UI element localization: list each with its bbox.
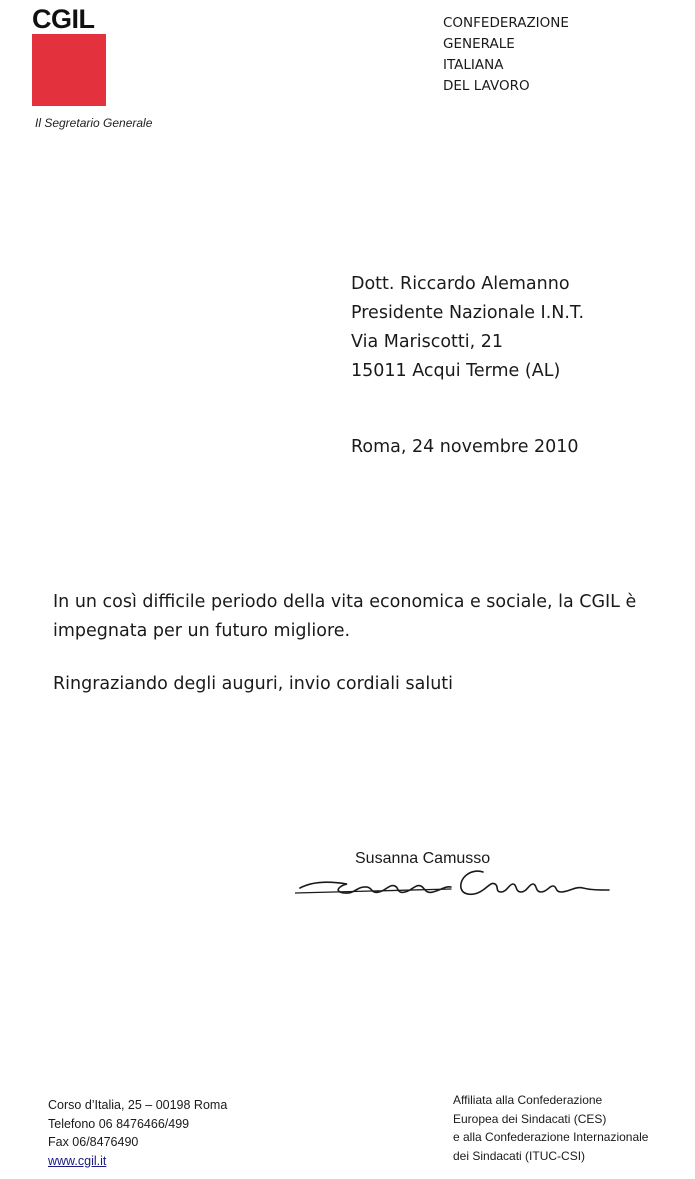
logo-red-square <box>32 34 106 106</box>
letter-date: Roma, 24 novembre 2010 <box>351 437 579 457</box>
affiliation-line: Affiliata alla Confederazione <box>453 1093 603 1107</box>
body-paragraph: Ringraziando degli auguri, invio cordiali saluti <box>53 674 454 694</box>
footer-affiliation <box>453 1091 648 1165</box>
organization-name <box>443 13 569 97</box>
recipient-line: Dott. Riccardo Alemanno <box>351 274 570 294</box>
body-paragraph: In un così difficile periodo della vita economica e sociale, la CGIL è impegnata per un futuro migliore. <box>53 592 637 641</box>
footer-address: Corso d’Italia, 25 – 00198 Roma <box>48 1098 228 1112</box>
affiliation-line: e alla Confederazione Internazionale <box>453 1130 649 1144</box>
cgil-logo <box>32 4 106 106</box>
footer-phone: Telefono 06 8476466/499 <box>48 1116 190 1131</box>
org-line: DEL LAVORO <box>443 78 530 94</box>
handwritten-signature <box>295 860 615 905</box>
affiliation-line: dei Sindacati (ITUC-CSI) <box>453 1148 586 1163</box>
recipient-address <box>351 270 584 386</box>
footer-contact <box>48 1096 227 1170</box>
recipient-line: 15011 Acqui Terme (AL) <box>351 361 561 381</box>
recipient-line: Presidente Nazionale I.N.T. <box>351 303 585 323</box>
signature-name: Susanna Camusso <box>355 850 491 867</box>
recipient-line: Via Mariscotti, 21 <box>351 332 504 352</box>
org-line: ITALIANA <box>443 57 504 73</box>
org-line: GENERALE <box>443 36 515 52</box>
header-subtitle: Il Segretario Generale <box>35 116 153 130</box>
org-line: CONFEDERAZIONE <box>443 15 569 31</box>
logo-text: CGIL <box>32 4 95 34</box>
affiliation-line: Europea dei Sindacati (CES) <box>453 1111 607 1126</box>
footer-fax: Fax 06/8476490 <box>48 1135 139 1149</box>
website-link[interactable]: www.cgil.it <box>48 1153 107 1168</box>
letter-body <box>53 588 643 699</box>
